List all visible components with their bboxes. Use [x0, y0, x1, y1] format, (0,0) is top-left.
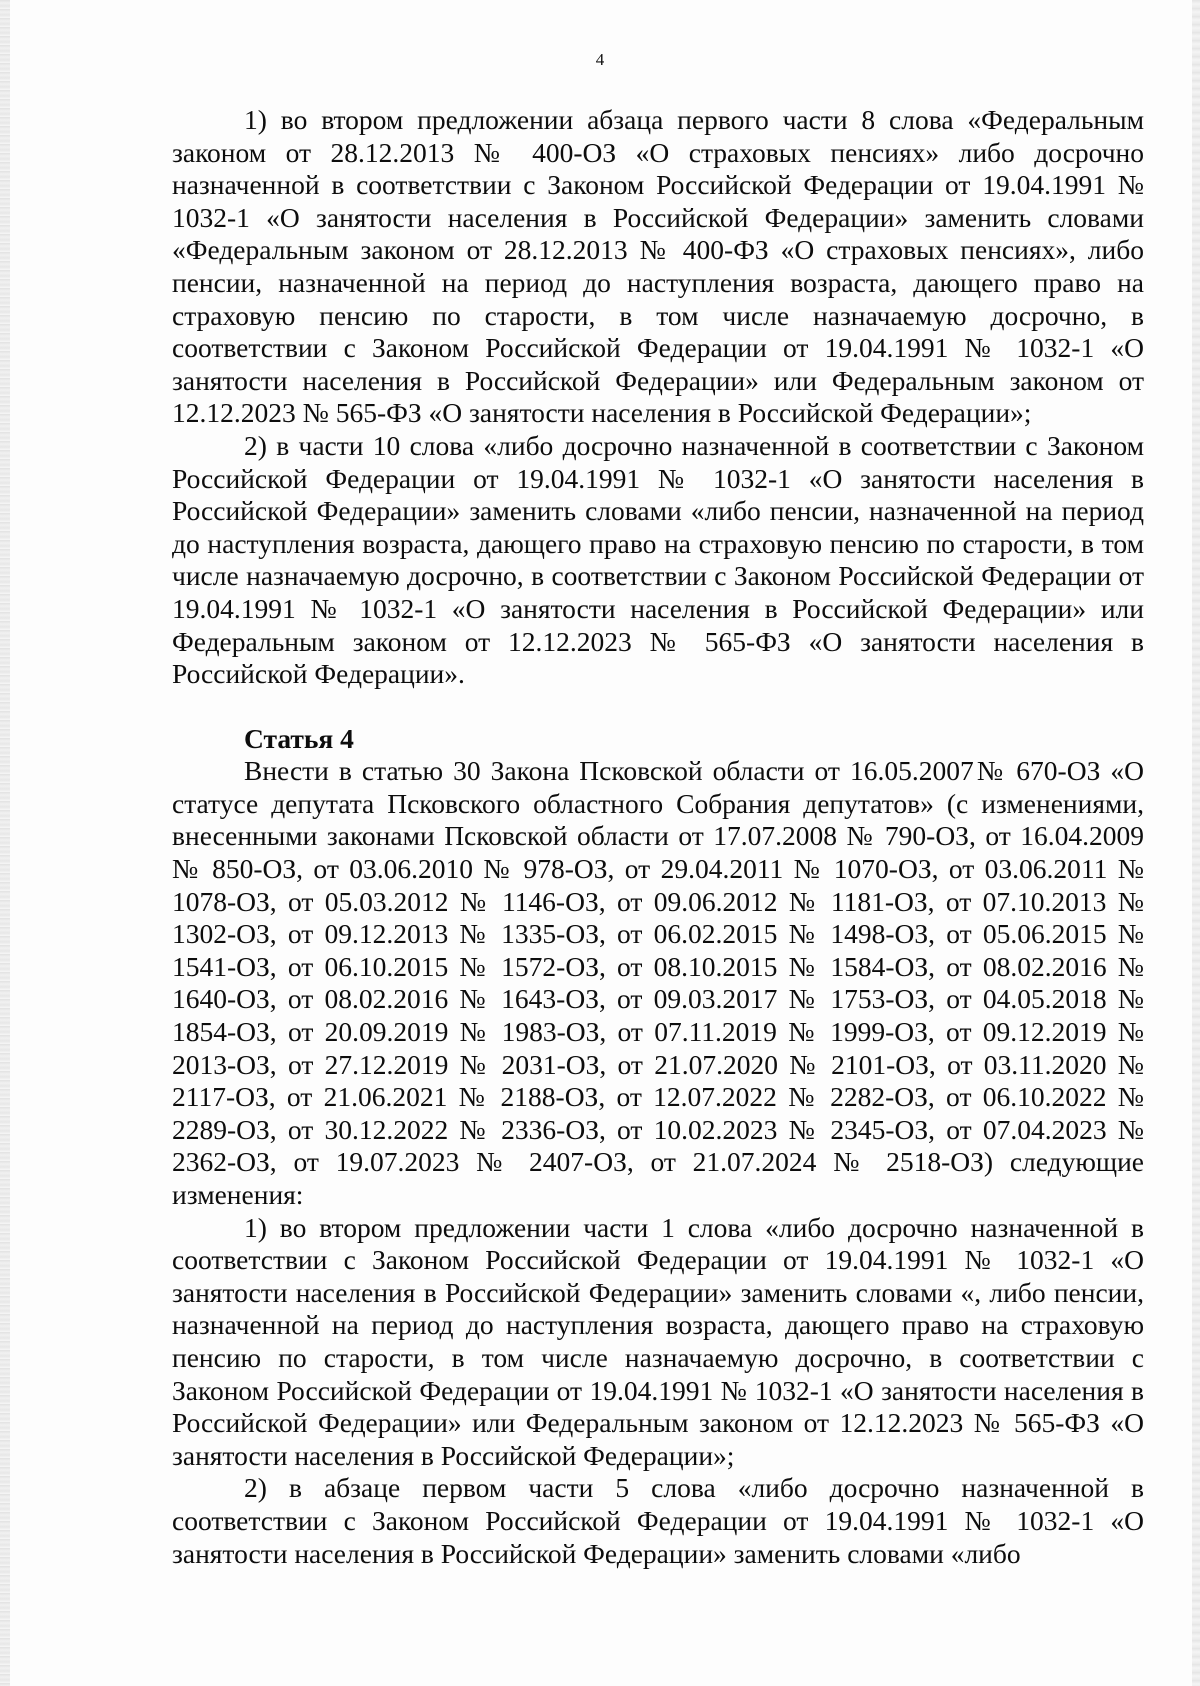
- paragraph-amendment-2: 2) в части 10 слова «либо досрочно назначенной в соответствии с Законом Российской Федерации от 19.04.1991 № 1032-1 «О занятости населения в Российской Федерации» заменить словами «либо пенсии, назначенной на период до наступления возраста, дающего право на страховую пенсию по старости, в том числе назначаемую досрочно, в соответствии с Законом Российской Федерации от 19.04.1991 № 1032-1 «О занятости населения в Российской Федерации» или Федеральным законом от 12.12.2023 № 565-ФЗ «О занятости населения в Российской Федерации».: [172, 429, 1144, 690]
- scan-edge-left: [0, 0, 10, 1686]
- paragraph-article-item-1: 1) во втором предложении части 1 слова «либо досрочно назначенной в соответствии с Законом Российской Федерации от 19.04.1991 № 1032-1 «О занятости населения в Российской Федерации» заменить словами «, либо пенсии, назначенной на период до наступления возраста, дающего право на страховую пенсию по старости, в том числе назначаемую досрочно, в соответствии с Законом Российской Федерации от 19.04.1991 № 1032-1 «О занятости населения в Российской Федерации» или Федеральным законом от 12.12.2023 № 565-ФЗ «О занятости населения в Российской Федерации»;: [172, 1211, 1144, 1471]
- paragraph-amendment-1: 1) во втором предложении абзаца первого части 8 слова «Федеральным законом от 28.12.2013 № 400-ОЗ «О страховых пенсиях» либо досрочно назначенной в соответствии с Законом Российской Федерации от 19.04.1991 № 1032-1 «О занятости населения в Российской Федерации» заменить словами «Федеральным законом от 28.12.2013 № 400-ФЗ «О страховых пенсиях», либо пенсии, назначенной на период до наступления возраста, дающего право на страховую пенсию по старости, в том числе назначаемую досрочно, в соответствии с Законом Российской Федерации от 19.04.1991 № 1032-1 «О занятости населения в Российской Федерации» или Федеральным законом от 12.12.2023 № 565-ФЗ «О занятости населения в Российской Федерации»;: [172, 104, 1144, 429]
- scan-edge-right: [1192, 0, 1200, 1686]
- document-body: [172, 104, 1144, 1570]
- article-heading: Статья 4: [244, 722, 354, 754]
- paragraph-article-item-2: 2) в абзаце первом части 5 слова «либо досрочно назначенной в соответствии с Законом Российской Федерации от 19.04.1991 № 1032-1 «О занятости населения в Российской Федерации» заменить словами «либо: [172, 1472, 1144, 1569]
- paragraph-article-intro: Внести в статью 30 Закона Псковской области от 16.05.2007№ 670-ОЗ «О статусе депутата Псковского областного Собрания депутатов» (с изменениями, внесенными законами Псковской области от 17.07.2008 № 790-ОЗ, от 16.04.2009 № 850-ОЗ, от 03.06.2010 № 978-ОЗ, от 29.04.2011 № 1070-ОЗ, от 03.06.2011 № 1078-ОЗ, от 05.03.2012 № 1146-ОЗ, от 09.06.2012 № 1181-ОЗ, от 07.10.2013 № 1302-ОЗ, от 09.12.2013 № 1335-ОЗ, от 06.02.2015 № 1498-ОЗ, от 05.06.2015 № 1541-ОЗ, от 06.10.2015 № 1572-ОЗ, от 08.10.2015 № 1584-ОЗ, от 08.02.2016 № 1640-ОЗ, от 08.02.2016 № 1643-ОЗ, от 09.03.2017 № 1753-ОЗ, от 04.05.2018 № 1854-ОЗ, от 20.09.2019 № 1983-ОЗ, от 07.11.2019 № 1999-ОЗ, от 09.12.2019 № 2013-ОЗ, от 27.12.2019 № 2031-ОЗ, от 21.07.2020 № 2101-ОЗ, от 03.11.2020 № 2117-ОЗ, от 21.06.2021 № 2188-ОЗ, от 12.07.2022 № 2282-ОЗ, от 06.10.2022 № 2289-ОЗ, от 30.12.2022 № 2336-ОЗ, от 10.02.2023 № 2345-ОЗ, от 07.04.2023 № 2362-ОЗ, от 19.07.2023 № 2407-ОЗ, от 21.07.2024 № 2518-ОЗ) следующие изменения:: [172, 755, 1144, 1210]
- section-spacer: [172, 691, 1144, 723]
- page-number: 4: [595, 50, 605, 69]
